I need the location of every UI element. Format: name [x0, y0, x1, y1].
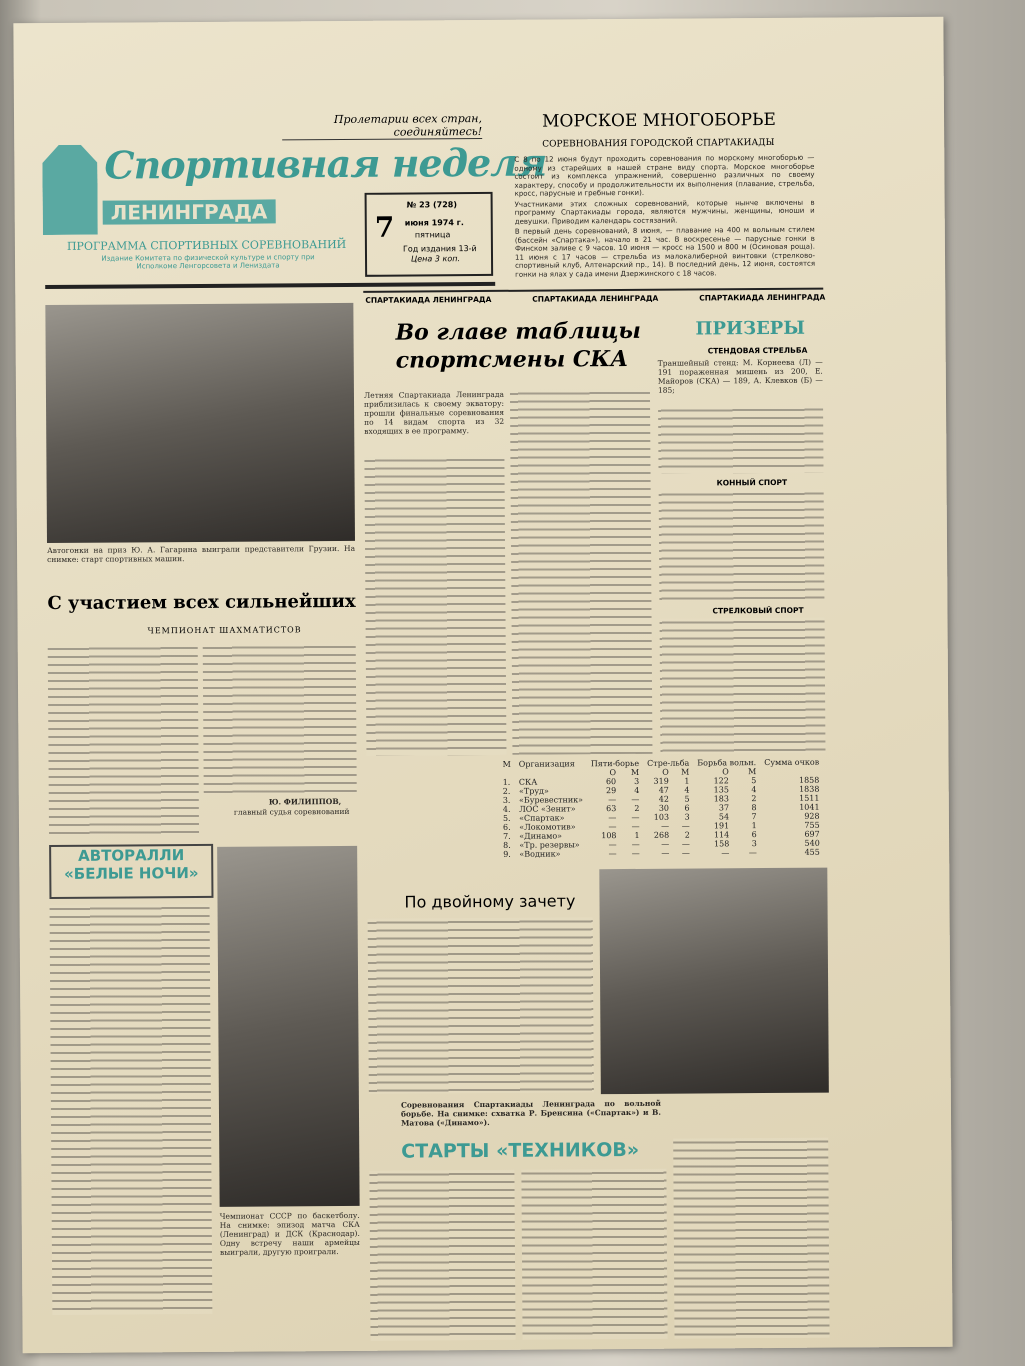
table-cell: 319	[653, 776, 669, 786]
divider	[363, 288, 823, 293]
table-cell: 3	[751, 839, 757, 849]
col-total: Сумма очков	[764, 757, 820, 768]
prizers-text	[660, 618, 826, 754]
table-cell: 9.	[503, 849, 511, 859]
banner-item: СПАРТАКИАДА ЛЕНИНГРАДА	[532, 293, 659, 304]
prizers-text	[659, 490, 825, 601]
table-cell: —	[661, 839, 670, 849]
chess-text	[203, 643, 357, 794]
morskoe-body	[514, 154, 815, 279]
sub-m: М	[748, 767, 757, 777]
table-cell: 5	[751, 776, 757, 786]
banner-item: СПАРТАКИАДА ЛЕНИНГРАДА	[699, 292, 826, 303]
table-cell: 1	[751, 821, 757, 831]
table-cell: —	[631, 848, 640, 858]
table-cell: 7	[751, 812, 757, 822]
table-cell: 60	[605, 777, 617, 787]
table-cell: 2	[684, 830, 690, 840]
table-cell: 928	[804, 811, 820, 821]
prizers-text: Траншейный стенд: М. Корнеева (Л) — 191 пораженная мишень из 200, Е. Майоров (СКА) — 189, А. Клевков (Б) — 185;	[657, 357, 823, 395]
table-cell: 8	[751, 803, 757, 813]
table-cell: 63	[606, 804, 617, 814]
issue-price: Цена 3 коп.	[410, 254, 461, 264]
table-cell: —	[608, 822, 617, 832]
table-cell: «Водник»	[519, 849, 561, 859]
chess-signature: Ю. ФИЛИППОВ,	[268, 796, 342, 807]
table-cell: —	[748, 848, 757, 858]
table-cell: 2.	[502, 786, 511, 796]
table-cell: 6.	[502, 822, 511, 832]
table-cell: 37	[718, 803, 730, 813]
table-cell: —	[608, 813, 617, 823]
publisher: Издание Комитета по физической культуре и спорту при Исполкоме Ленгорсовета и Лениздата	[101, 253, 315, 271]
chess-text	[48, 644, 199, 835]
prizers-section: СТРЕЛКОВЫЙ СПОРТ	[712, 605, 804, 616]
tech-text	[369, 1170, 515, 1341]
table-cell: —	[681, 848, 690, 858]
col-org: Организация	[518, 759, 575, 769]
table-cell: 5.	[502, 813, 511, 823]
table-cell: —	[681, 821, 690, 831]
table-cell: 103	[653, 812, 670, 822]
issue-weekday: пятница	[414, 230, 451, 240]
table-cell: 6	[751, 830, 757, 840]
table-cell: —	[631, 812, 640, 822]
photo-caption: Соревнования Спартакиады Ленинграда по вольной борьбе. На снимке: схватка Р. Бренсина («Спартак») и В. Матова («Динамо»).	[400, 1098, 662, 1128]
chess-signature-role: главный судья соревнований	[233, 806, 350, 817]
col-place: М	[502, 759, 511, 769]
table-cell: «Буревестник»	[518, 795, 584, 805]
lead-intro: Летняя Спартакиада Ленинграда приблизилась к своему экватору: прошли финальные соревнования по 14 видам спорта из 32 входящих в ее программу.	[363, 389, 505, 436]
table-cell: 455	[804, 847, 820, 857]
table-cell: 1838	[799, 784, 820, 794]
table-cell: 114	[713, 830, 730, 840]
sub-o: О	[609, 768, 617, 778]
lead-title: Во главе таблицы спортсмены СКА	[395, 317, 641, 374]
morskoe-subtitle: СОРЕВНОВАНИЯ ГОРОДСКОЙ СПАРТАКИАДЫ	[542, 137, 775, 150]
chess-subtitle: ЧЕМПИОНАТ ШАХМАТИСТОВ	[147, 625, 302, 636]
table-cell: —	[631, 794, 640, 804]
col-pentathlon: Пяти-борье	[590, 758, 640, 769]
table-cell: 8.	[503, 840, 511, 850]
table-cell: 7.	[503, 831, 511, 841]
table-cell: 268	[653, 830, 670, 840]
col-shooting: Стре-льба	[647, 758, 690, 768]
table-cell: 54	[718, 812, 730, 822]
sub-m: М	[630, 767, 640, 777]
table-cell: 135	[713, 785, 729, 795]
slogan: Пролетарии всех стран, соединяйтесь!	[282, 112, 482, 140]
tech-text	[521, 1169, 667, 1340]
table-cell: «Динамо»	[519, 831, 563, 841]
table-cell: 191	[713, 821, 730, 831]
masthead-title: Спортивная неделя	[104, 139, 547, 188]
rally-title-1: АВТОРАЛЛИ	[78, 846, 185, 865]
paragraph: С 8 по 12 июня будут проходить соревнования по морскому многоборью — одному из старейших в нашей стране виду спорта. Морское многоборье состоит из комплекса упражнений, совершенно различных по своему характеру, способу и продолжительности их выполнения (плавание, стрельба, кросс, парусные и гребные гонки).	[514, 153, 815, 198]
paragraph: Участниками этих сложных соревнований, которые нынче включены в программу Спартакиады города, являются мужчины, женщины, юноши и девушки. Приводим календарь состязаний.	[514, 198, 815, 226]
table-cell: 1858	[798, 775, 820, 785]
photo-caption: Чемпионат СССР по баскетболу. На снимке: эпизод матча СКА (Ленинград) и ДСК (Краснодар). Одну встречу наши армейцы выиграли, другую проиграли.	[219, 1210, 360, 1257]
table-cell: 1511	[799, 793, 820, 803]
table-cell: —	[608, 795, 617, 805]
table-cell: —	[608, 849, 617, 859]
table-cell: 30	[658, 803, 670, 813]
table-cell: «Тр. резервы»	[519, 840, 580, 850]
logo-emblem	[42, 145, 98, 235]
table-cell: 108	[601, 831, 617, 841]
issue-date: июня 1974 г.	[404, 218, 464, 228]
table-cell: 6	[684, 803, 690, 813]
standings-table	[499, 758, 824, 859]
table-cell: «Локомотив»	[519, 822, 576, 832]
issue-box	[365, 192, 494, 277]
prizers-section: КОННЫЙ СПОРТ	[716, 477, 788, 488]
table-cell: —	[608, 840, 617, 850]
table-cell: —	[661, 848, 670, 858]
table-cell: ЛОС «Зенит»	[519, 804, 576, 814]
table-cell: СКА	[518, 777, 538, 787]
double-title: По двойному зачету	[404, 891, 576, 912]
photo-caption: Автогонки на приз Ю. А. Гагарина выиграли представители Грузии. На снимке: старт спортивных машин.	[47, 543, 356, 565]
table-cell: 4.	[502, 804, 511, 814]
col-wrestling: Борьба вольн.	[697, 758, 757, 768]
prizers-text	[658, 406, 823, 474]
photo-wrestling	[599, 868, 829, 1095]
table-cell: 183	[713, 794, 730, 804]
table-cell: 4	[634, 785, 640, 795]
table-cell: 4	[684, 785, 690, 795]
paragraph: В первый день соревнований, 8 июня, — плавание на 400 м вольным стилем (бассейн «Спартака»), начало в 21 час. В воскресенье — парусные гонки в Финском заливе с 9 часов. 10 июня — кросс на 1500 и 800 м (Осиновая роща). 11 июня с 17 часов — стрельба из малокалиберной винтовки (стрелково-спортивный клуб, Алтенарский пр., 14). В последний день, 12 июня, состоятся гонки на ялах у сада имени Дзержинского с 18 часов.	[514, 225, 816, 279]
table-cell: 3	[684, 812, 690, 822]
table-cell: 2	[751, 794, 757, 804]
table-cell: 1	[634, 830, 640, 840]
morskoe-title: МОРСКОЕ МНОГОБОРЬЕ	[541, 109, 776, 132]
table-row	[499, 848, 824, 859]
table-cell: —	[721, 848, 730, 858]
table-cell: 1	[684, 776, 690, 786]
tech-text	[673, 1138, 829, 1339]
masthead-city: ЛЕНИНГРАДА	[103, 199, 276, 224]
lead-text	[510, 389, 653, 755]
table-cell: —	[661, 821, 670, 831]
table-cell: 47	[658, 785, 669, 795]
table-cell: 2	[634, 803, 640, 813]
issue-number: № 23 (728)	[406, 200, 458, 210]
table-cell: 29	[605, 786, 617, 796]
table-cell: —	[631, 839, 640, 849]
table-cell: 3.	[502, 795, 511, 805]
table-cell: «Труд»	[518, 786, 549, 796]
table-cell: —	[681, 839, 690, 849]
chess-title: С участием всех сильнейших	[47, 590, 356, 615]
table-cell: 755	[804, 820, 820, 830]
table-cell: 158	[713, 839, 730, 849]
lead-text	[364, 456, 506, 756]
double-text	[368, 917, 594, 1094]
banner-item: СПАРТАКИАДА ЛЕНИНГРАДА	[365, 294, 492, 305]
table-cell: 540	[804, 838, 820, 848]
rally-heading	[49, 844, 213, 899]
prizers-title: ПРИЗЕРЫ	[695, 317, 805, 340]
photo-basketball	[217, 846, 360, 1207]
prizers-section: СТЕНДОВАЯ СТРЕЛЬБА	[707, 345, 808, 356]
table-cell: 122	[713, 776, 729, 786]
table-cell: —	[631, 821, 640, 831]
table-cell: 697	[804, 829, 820, 839]
table-cell: 1.	[502, 777, 511, 787]
spartakiada-banner	[365, 293, 825, 305]
masthead-subtitle: ПРОГРАММА СПОРТИВНЫХ СОРЕВНОВАНИЙ	[66, 237, 347, 253]
sub-m: М	[681, 767, 690, 777]
table-cell: 5	[684, 794, 690, 804]
table-cell: 42	[658, 794, 669, 804]
rally-text	[50, 904, 213, 1315]
sub-o: О	[722, 767, 729, 777]
photo-auto-race	[45, 303, 355, 543]
divider	[45, 282, 495, 289]
table-cell: 1041	[799, 802, 820, 812]
issue-day: 7	[374, 210, 395, 244]
rally-title-2: «БЕЛЫЕ НОЧИ»	[63, 863, 199, 883]
newspaper-page	[13, 17, 952, 1353]
table-cell: «Спартак»	[519, 813, 565, 823]
issue-year: Год издания 13-й	[402, 244, 477, 254]
tech-title: СТАРТЫ «ТЕХНИКОВ»	[401, 1138, 640, 1163]
table-cell: 4	[751, 785, 757, 795]
sub-o: О	[662, 767, 669, 777]
table-cell: 3	[634, 776, 640, 786]
